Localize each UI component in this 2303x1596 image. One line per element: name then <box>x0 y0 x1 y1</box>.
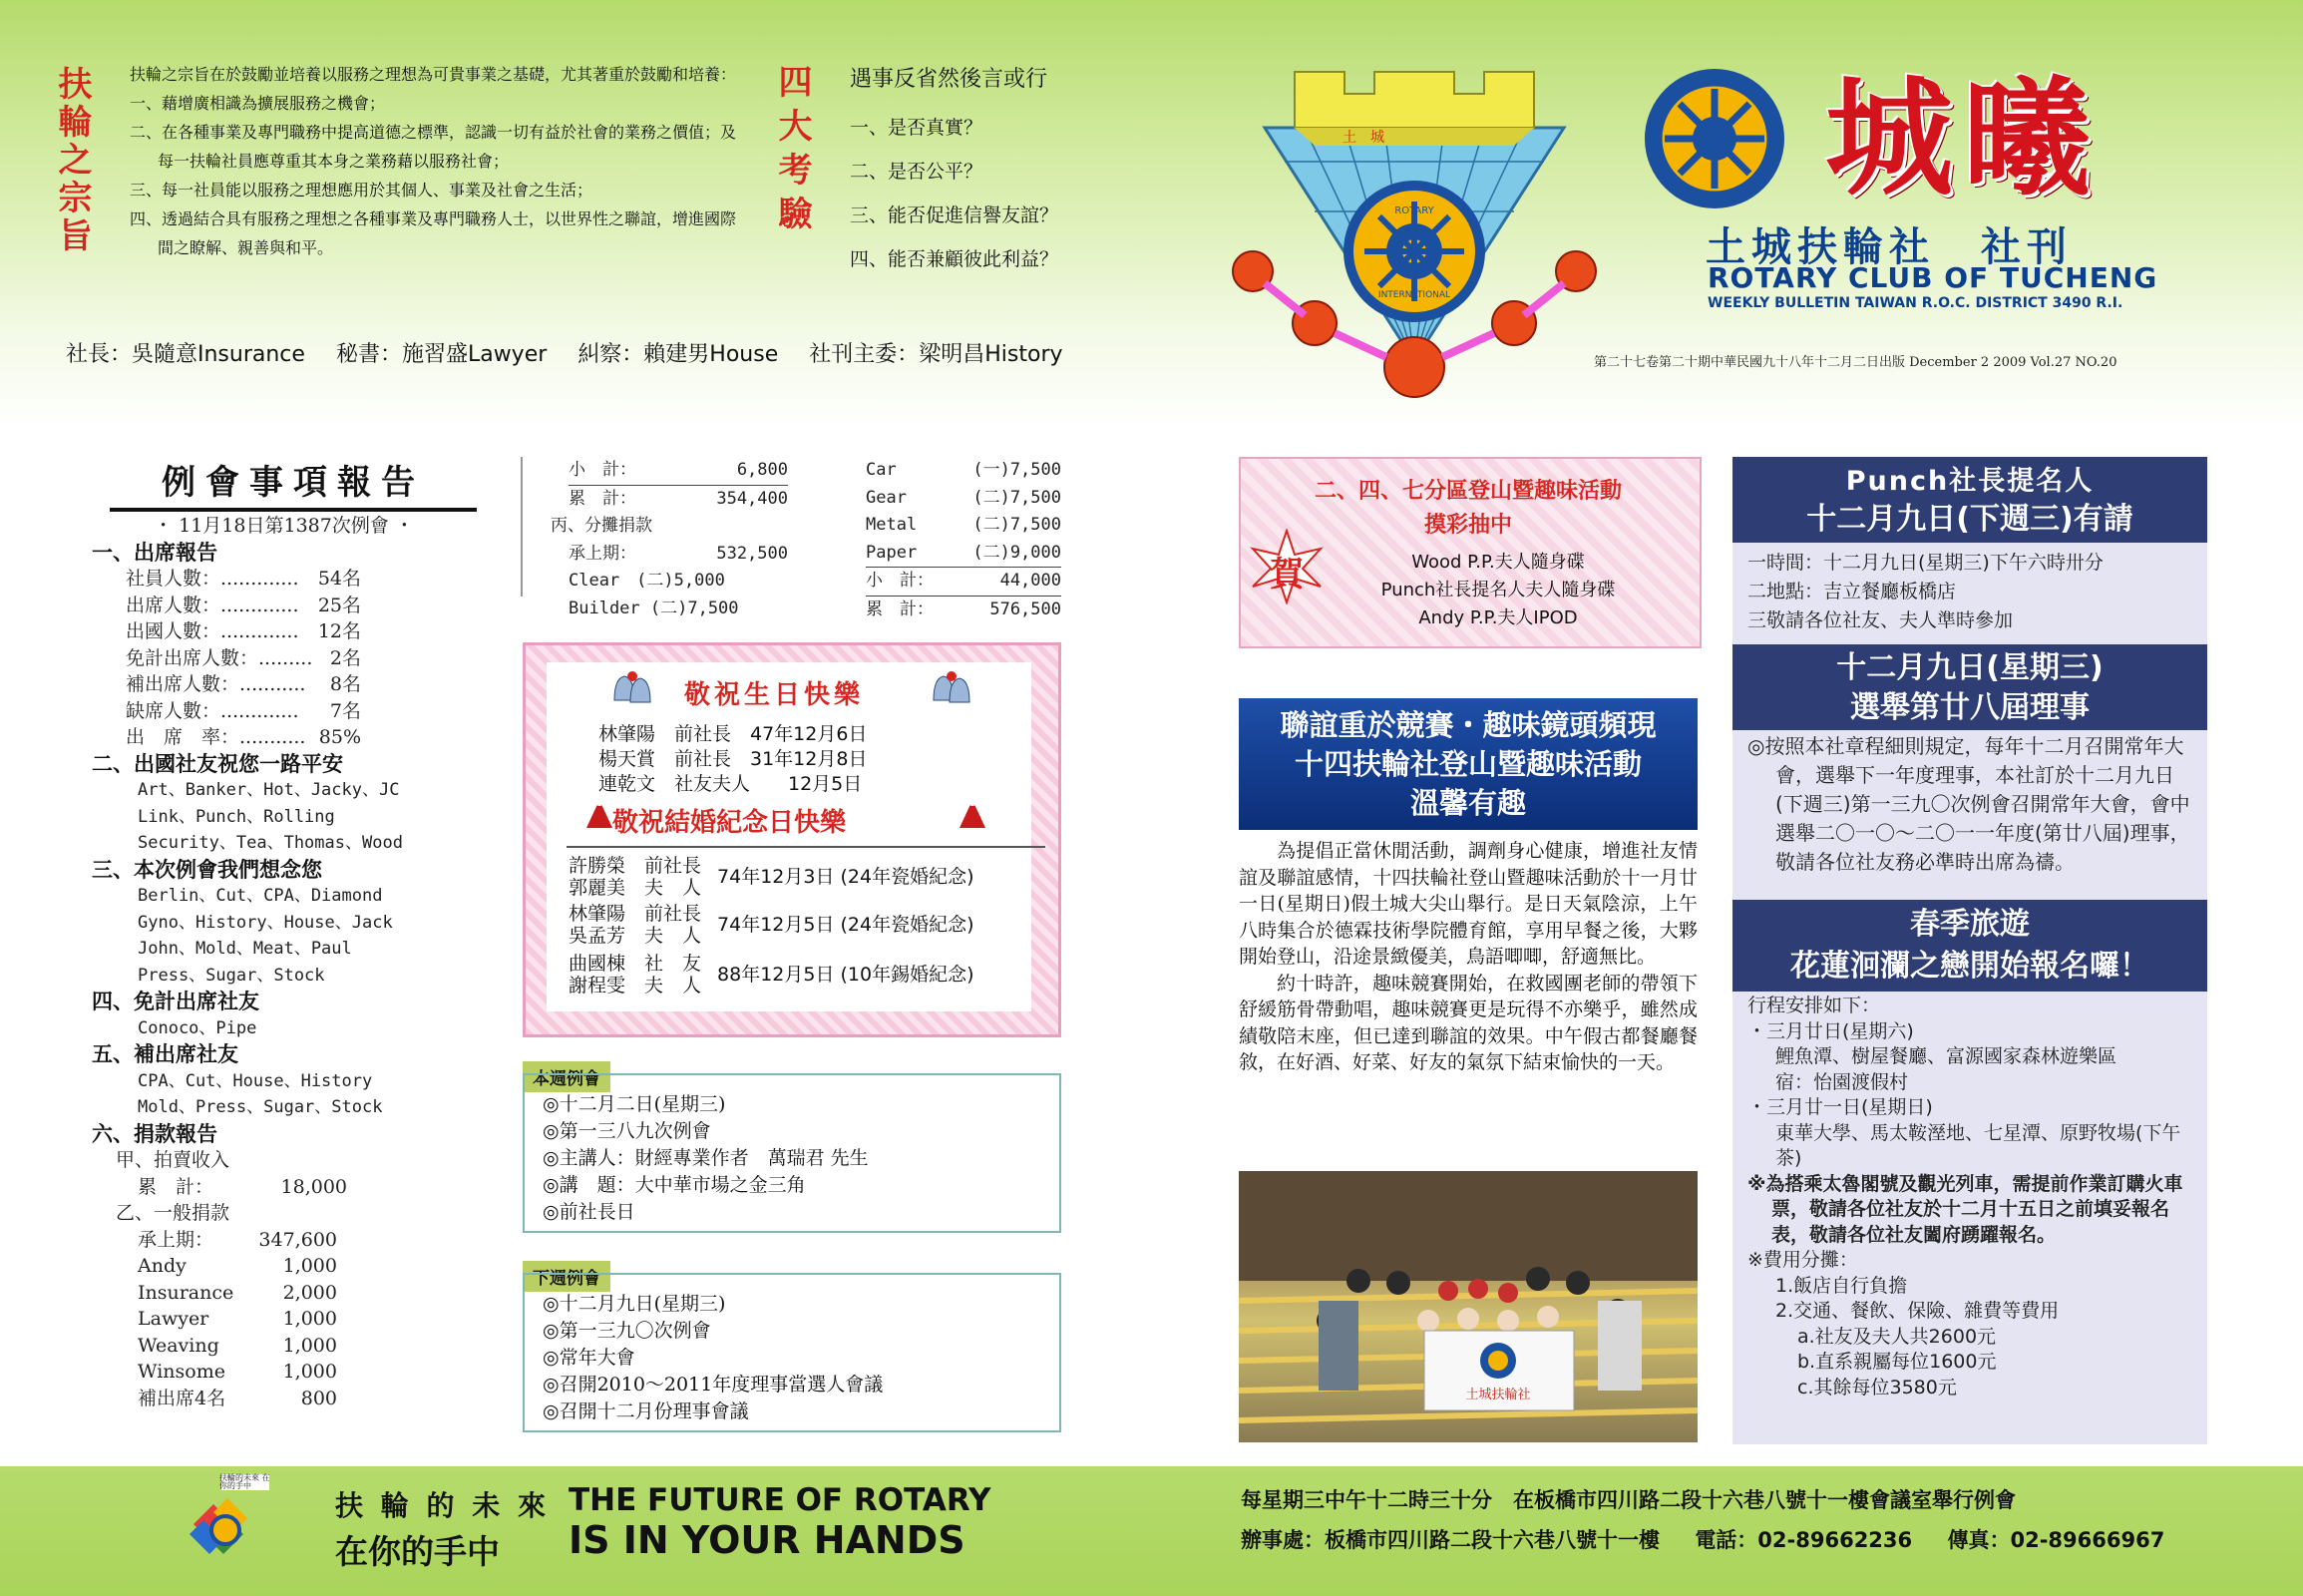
report-title: 例會事項報告 <box>162 463 425 503</box>
slogan-line: 扶 輪 的 未 來 <box>335 1489 550 1522</box>
birthday-list <box>598 722 867 797</box>
list-item: John、Mold、Meat、Paul <box>138 939 352 959</box>
congrats-title-line: 二、四、七分區登山暨趣味活動 <box>1314 479 1622 504</box>
birthday-row: 楊天賞 前社長 31年12月8日 <box>598 748 868 770</box>
purpose-intro: 扶輪之宗旨在於鼓勵並培養以服務之理想為可貴事業之基礎，尤其著重於鼓勵和培養： <box>130 65 737 84</box>
article-paragraph: 為提倡正當休閒活動，調劑身心健康，增進社友情誼及聯誼感情，十四扶輪社登山暨趣味活動於十一月廿一日(星期日)假土城大尖山舉行。是日天氣陰涼，上午八時集合於德霖技術學院體育館，享用早餐之後，大夥開始登山，沿途景緻優美，鳥語唧唧，舒適無比。 <box>1239 840 1698 968</box>
travel-line: b.直系親屬每位1600元 <box>1797 1351 1997 1373</box>
masthead-english: ROTARY CLUB OF TUCHENG <box>1708 261 2158 294</box>
hat-icon <box>584 798 614 836</box>
meeting-item: ◎十二月二日(星期三) <box>543 1093 726 1115</box>
bell-icon <box>924 670 979 718</box>
travel-header <box>1732 900 2207 992</box>
punch-title: 十二月九日(下週三)有請 <box>1806 502 2133 537</box>
travel-line: 1.飯店自行負擔 <box>1775 1274 1908 1297</box>
article-paragraph: 約十時許，趣味競賽開始，在救國團老師的帶領下舒緩筋骨帶動唱，趣味競賽更是玩得不亦樂乎，雖然成績敬陪末座，但已達到聯誼的效果。中午假古都餐廳餐敘，在好酒、好菜、好友的氣氛下結束愉快的一天。 <box>1239 972 1698 1073</box>
row-label: Insurance <box>138 1281 234 1304</box>
list-item: CPA、Cut、House、History <box>138 1070 373 1091</box>
photo-banner-text: 土城扶輪社 <box>1465 1388 1531 1402</box>
wheel-text-bottom: INTERNATIONAL <box>1377 290 1451 300</box>
footer-slogan-en <box>569 1482 990 1562</box>
travel-title: 春季旅遊 <box>1910 907 2030 942</box>
report-row <box>92 1253 337 1280</box>
test-item: 三、能否促進信譽友誼？ <box>850 204 1059 226</box>
masthead-title: 城曦 <box>1825 64 2102 213</box>
report-row <box>92 1386 337 1412</box>
donation-value: (二)9,000 <box>972 542 1061 563</box>
row-value: 800 <box>300 1387 337 1409</box>
meeting-item: ◎主講人：財經專業作者 萬瑞君 先生 <box>543 1147 869 1169</box>
donation-line: Clear (二)5,000 <box>569 571 725 591</box>
slogan-line: 在你的手中 <box>335 1532 500 1571</box>
donation-label: 累 計： <box>138 1175 214 1198</box>
donation-label: 小 計： <box>866 571 934 591</box>
subsection-heading: 丙、分攤捐款 <box>551 516 652 536</box>
donor: Paper <box>866 542 918 563</box>
this-week-box <box>523 1073 1061 1233</box>
row-value: 1,000 <box>282 1255 337 1277</box>
couple-name: 郭麗美 夫 人 <box>569 877 702 899</box>
row-label: 缺席人數：............. <box>126 699 299 722</box>
donation-line: Builder (二)7,500 <box>569 598 739 618</box>
couple-name: 吳孟芳 夫 人 <box>569 925 702 947</box>
prize-list <box>1239 549 1757 632</box>
masthead-english-sub: WEEKLY BULLETIN TAIWAN R.O.C. DISTRICT 3490 R.I. <box>1708 295 2123 311</box>
issue-line: 第二十七卷第二十期中華民國九十八年十二月二日出版 December 2 2009 Vol.27 NO.20 <box>1594 355 2117 370</box>
list-item: Art、Banker、Hot、Jacky、JC <box>138 780 400 800</box>
punch-item: 三敬請各位社友、夫人準時參加 <box>1747 609 2014 631</box>
donation-value: 354,400 <box>716 488 788 509</box>
row-label: 補出席人數：........... <box>126 673 306 695</box>
footer-office: 辦事處：板橋市四川路二段十六巷八號十一樓 <box>1241 1528 1660 1552</box>
report-column <box>92 513 476 1411</box>
purpose-item: 二、在各種事業及專門職務中提高道德之標準，認識一切有益於社會的業務之價值；及每一扶輪社員應尊重其本身之業務藉以服務社會； <box>130 123 737 171</box>
row-value: 2名 <box>329 646 361 669</box>
officers-line <box>66 337 1213 368</box>
birthday-row: 林肇陽 前社長 47年12月6日 <box>598 723 868 745</box>
next-week-label: 下週例會 <box>523 1261 610 1292</box>
travel-details <box>1747 994 2196 1400</box>
col2-right <box>866 457 1061 623</box>
col2-donations <box>551 457 788 622</box>
report-row <box>92 1359 337 1386</box>
couple-name: 許勝榮 前社長 <box>569 855 702 877</box>
election-title: 選舉第廿八屆理事 <box>1850 690 2090 725</box>
meeting-item: ◎召開2010～2011年度理事當選人會議 <box>543 1374 884 1396</box>
section-heading: 二、出國社友祝您一路平安 <box>92 751 343 776</box>
report-row <box>92 724 361 751</box>
meeting-item: ◎講 題：大中華市場之金三角 <box>543 1174 806 1196</box>
purpose-item: 四、透過結合具有服務之理想之各種事業及專門職務人士，以世界性之聯誼，增進國際間之瞭解、親善與和平。 <box>130 209 737 257</box>
birthday-title: 敬祝生日快樂 <box>684 680 865 710</box>
divider <box>521 457 523 597</box>
row-label: 社員人數：............. <box>126 568 299 590</box>
birthday-row: 連乾文 社友夫人 12月5日 <box>598 773 863 795</box>
section-heading: 四、免計出席社友 <box>92 990 259 1013</box>
bell-icon <box>604 670 660 718</box>
tucheng-castle-logo <box>1225 62 1604 401</box>
list-item: Conoco、Pipe <box>138 1017 257 1038</box>
punch-title: Punch社長提名人 <box>1845 466 2095 497</box>
report-row <box>92 593 361 619</box>
purpose-item: 一、藉增廣相識為擴展服務之機會； <box>130 94 386 113</box>
row-value: 8名 <box>329 673 361 695</box>
donation-value: 18,000 <box>280 1175 347 1198</box>
anniversary-list <box>569 854 1047 999</box>
travel-line: 東華大學、馬太鞍溼地、七星潭、原野牧場(下午茶) <box>1775 1121 2181 1169</box>
this-week-label: 本週例會 <box>523 1061 610 1092</box>
group-photo <box>1239 1171 1698 1442</box>
travel-line: ・三月廿一日(星期日) <box>1747 1096 1933 1118</box>
footer-meeting-info: 每星期三中午十二時三十分 在板橋市四川路二段十六巷八號十一樓會議室舉行例會 <box>1241 1488 2016 1512</box>
article-headline <box>1239 698 1698 830</box>
test-item: 四、能否兼顧彼此利益？ <box>850 248 1059 270</box>
report-row <box>92 618 361 645</box>
footer-tel: 電話：02-89662236 <box>1695 1528 1913 1552</box>
donation-value: 576,500 <box>989 598 1061 619</box>
slogan-line: IS IN YOUR HANDS <box>569 1518 965 1562</box>
row-value: 1,000 <box>282 1361 337 1383</box>
list-item: Link、Punch、Rolling <box>138 806 335 827</box>
slogan-line: THE FUTURE OF ROTARY <box>569 1482 991 1518</box>
purpose-title: 扶輪之宗旨 <box>52 66 92 255</box>
donor: Car <box>866 460 897 480</box>
masthead-subtitle: 土城扶輪社 社刊 <box>1706 224 2073 270</box>
donation-value: 532,500 <box>716 543 788 564</box>
prize-item: Punch社長提名人夫人隨身碟 <box>1380 580 1616 600</box>
test-title: 四大考驗 <box>772 64 812 239</box>
donation-value: (二)7,500 <box>972 487 1061 508</box>
row-value: 1,000 <box>282 1308 337 1330</box>
row-value: 54名 <box>317 568 361 590</box>
general-donation-list <box>92 1227 476 1412</box>
row-label: 免計出席人數：......... <box>126 646 313 669</box>
hat-icon <box>958 798 987 836</box>
section-heading: 一、出席報告 <box>92 540 217 565</box>
castle-text: 土 城 <box>1343 130 1384 146</box>
prize-item: Andy P.P.夫人IPOD <box>1418 607 1578 628</box>
anniversary-rule <box>567 846 1045 848</box>
hands-logo-text: 扶輪的未來 在你的手中 <box>219 1473 270 1490</box>
test-item: 二、是否公平？ <box>850 161 983 183</box>
donation-value: (一)7,500 <box>972 460 1061 480</box>
travel-line: 行程安排如下： <box>1747 995 1881 1016</box>
report-row <box>92 1280 337 1307</box>
donation-label: 小 計： <box>569 460 636 480</box>
couple-name: 曲國棟 社 友 <box>569 953 702 975</box>
row-label: 承上期： <box>138 1228 214 1251</box>
donation-label: 累 計： <box>866 598 934 619</box>
meeting-item: ◎召開十二月份理事會議 <box>543 1400 749 1422</box>
section-heading: 六、捐款報告 <box>92 1121 217 1146</box>
travel-line: 鯉魚潭、樹屋餐廳、富源國家森林遊樂區 <box>1775 1045 2117 1067</box>
subsection-heading: 乙、一般捐款 <box>116 1202 230 1224</box>
row-value: 7名 <box>329 699 361 722</box>
row-value: 347,600 <box>258 1228 337 1251</box>
row-label: Andy <box>138 1255 187 1277</box>
anniversary-date: 74年12月5日 (24年瓷婚紀念) <box>717 914 974 936</box>
list-item: Gyno、History、House、Jack <box>138 912 393 933</box>
donor: Gear <box>866 487 907 508</box>
headline-line: 十四扶輪社登山暨趣味活動 <box>1294 747 1642 781</box>
anniversary-title: 敬祝結婚紀念日快樂 <box>612 808 847 838</box>
donation-label: 累 計： <box>569 488 636 509</box>
purpose-text <box>130 60 740 262</box>
congrats-mark-text: 賀 <box>1270 555 1304 595</box>
next-week-box <box>523 1273 1061 1432</box>
travel-title: 花蓮洄瀾之戀開始報名囉！ <box>1790 949 2149 984</box>
report-row <box>92 645 361 672</box>
headline-line: 溫馨有趣 <box>1409 786 1526 820</box>
officer: 秘書：施習盛Lawyer <box>335 342 548 367</box>
report-row <box>92 1333 337 1360</box>
row-value: 85% <box>318 726 361 748</box>
four-way-test <box>850 58 1129 281</box>
officer: 糾察：賴建男House <box>577 342 779 367</box>
rotary-wheel-icon <box>1640 64 1789 213</box>
report-title-box <box>110 455 477 512</box>
officer: 社刊主委：梁明昌History <box>809 342 1063 367</box>
anniversary-date: 88年12月5日 (10年錫婚紀念) <box>717 964 974 986</box>
footer-slogan-cn <box>335 1484 550 1573</box>
footer-contact <box>1241 1524 2164 1554</box>
row-label: Winsome <box>138 1361 225 1383</box>
donation-value: 44,000 <box>999 571 1061 591</box>
donation-value: 6,800 <box>736 460 788 480</box>
headline-line: 聯誼重於競賽・趣味鏡頭頻現 <box>1280 708 1657 742</box>
punch-item: 二地點：吉立餐廳板橋店 <box>1747 581 1957 602</box>
punch-details <box>1747 549 2206 635</box>
congrats-title-line: 摸彩抽中 <box>1423 513 1512 538</box>
hands-logo <box>184 1474 269 1570</box>
travel-line: a.社友及夫人共2600元 <box>1797 1325 1997 1348</box>
list-item: Mold、Press、Sugar、Stock <box>138 1097 383 1117</box>
couple-name: 謝程雯 夫 人 <box>569 975 702 997</box>
row-label: Weaving <box>138 1334 219 1357</box>
article-body <box>1239 838 1698 1076</box>
row-value: 2,000 <box>282 1281 337 1304</box>
prize-item: Wood P.P.夫人隨身碟 <box>1411 552 1585 573</box>
travel-line: c.其餘每位3580元 <box>1797 1376 1957 1398</box>
row-label: 出席人數：............. <box>126 594 299 616</box>
couple-name: 林肇陽 前社長 <box>569 903 702 925</box>
row-value: 25名 <box>317 594 361 616</box>
travel-line: ※為搭乘太魯閣號及觀光列車，需提前作業訂購火車票，敬請各位社友於十二月十五日之前填妥報名表，敬請各位社友闔府踴躍報名。 <box>1747 1172 2183 1246</box>
donation-value: (二)7,500 <box>972 515 1061 535</box>
election-header <box>1732 644 2207 730</box>
meeting-item: ◎前社長日 <box>543 1201 635 1223</box>
row-value: 1,000 <box>282 1334 337 1357</box>
test-intro: 遇事反省然後言或行 <box>850 67 1048 92</box>
donor: Metal <box>866 515 918 535</box>
test-item: 一、是否真實？ <box>850 117 983 139</box>
donation-label: 承上期： <box>569 543 636 564</box>
row-label: Lawyer <box>138 1308 209 1330</box>
meeting-item: ◎第一三九〇次例會 <box>543 1320 711 1342</box>
travel-line: ・三月廿日(星期六) <box>1747 1019 1914 1042</box>
wheel-text-top: ROTARY <box>1394 205 1434 216</box>
purpose-item: 三、每一社員能以服務之理想應用於其個人、事業及社會之生活； <box>130 181 593 200</box>
report-row <box>92 1227 337 1254</box>
list-item: Berlin、Cut、CPA、Diamond <box>138 886 383 906</box>
list-item: Security、Tea、Thomas、Wood <box>138 833 403 853</box>
row-label: 補出席4名 <box>138 1387 226 1409</box>
footer-fax: 傳真：02-89666967 <box>1947 1528 2165 1552</box>
punch-item: 一時間：十二月九日(星期三)下午六時卅分 <box>1747 552 2104 574</box>
meeting-item: ◎第一三八九次例會 <box>543 1120 711 1142</box>
travel-line: 2.交通、餐飲、保險、雜費等費用 <box>1775 1300 2060 1322</box>
section-heading: 三、本次例會我們想念您 <box>92 857 322 882</box>
travel-line: ※費用分攤： <box>1747 1249 1858 1271</box>
report-row <box>92 671 361 698</box>
election-title: 十二月九日(星期三) <box>1836 650 2104 685</box>
travel-line: 宿：怡園渡假村 <box>1775 1070 1909 1093</box>
anniversary-date: 74年12月3日 (24年瓷婚紀念) <box>717 866 974 888</box>
row-label: 出 席 率：........... <box>126 726 306 748</box>
row-label: 出國人數：............. <box>126 620 299 642</box>
list-item: Press、Sugar、Stock <box>138 965 325 986</box>
punch-header <box>1732 457 2207 543</box>
row-value: 12名 <box>317 620 361 642</box>
officer: 社長：吳隨意Insurance <box>66 342 305 367</box>
meeting-item: ◎十二月九日(星期三) <box>543 1293 726 1315</box>
election-body: ◎按照本社章程細則規定，每年十二月召開常年大會，選舉下一年度理事，本社訂於十二月九日(下週三)第一三九〇次例會召開常年大會，會中選舉二〇一〇～二〇一一年度(第廿八屆)理事，敬請各位社友務必準時出席為禱。 <box>1747 734 2190 874</box>
section-heading: 五、補出席社友 <box>92 1042 238 1066</box>
report-row <box>92 698 361 725</box>
report-row <box>92 1306 337 1333</box>
subsection-heading: 甲、拍賣收入 <box>116 1149 230 1171</box>
meeting-number: ・ 11月18日第1387次例會 ・ <box>154 515 414 537</box>
meeting-item: ◎常年大會 <box>543 1347 635 1369</box>
attendance-list <box>92 566 476 751</box>
report-row <box>92 566 361 593</box>
